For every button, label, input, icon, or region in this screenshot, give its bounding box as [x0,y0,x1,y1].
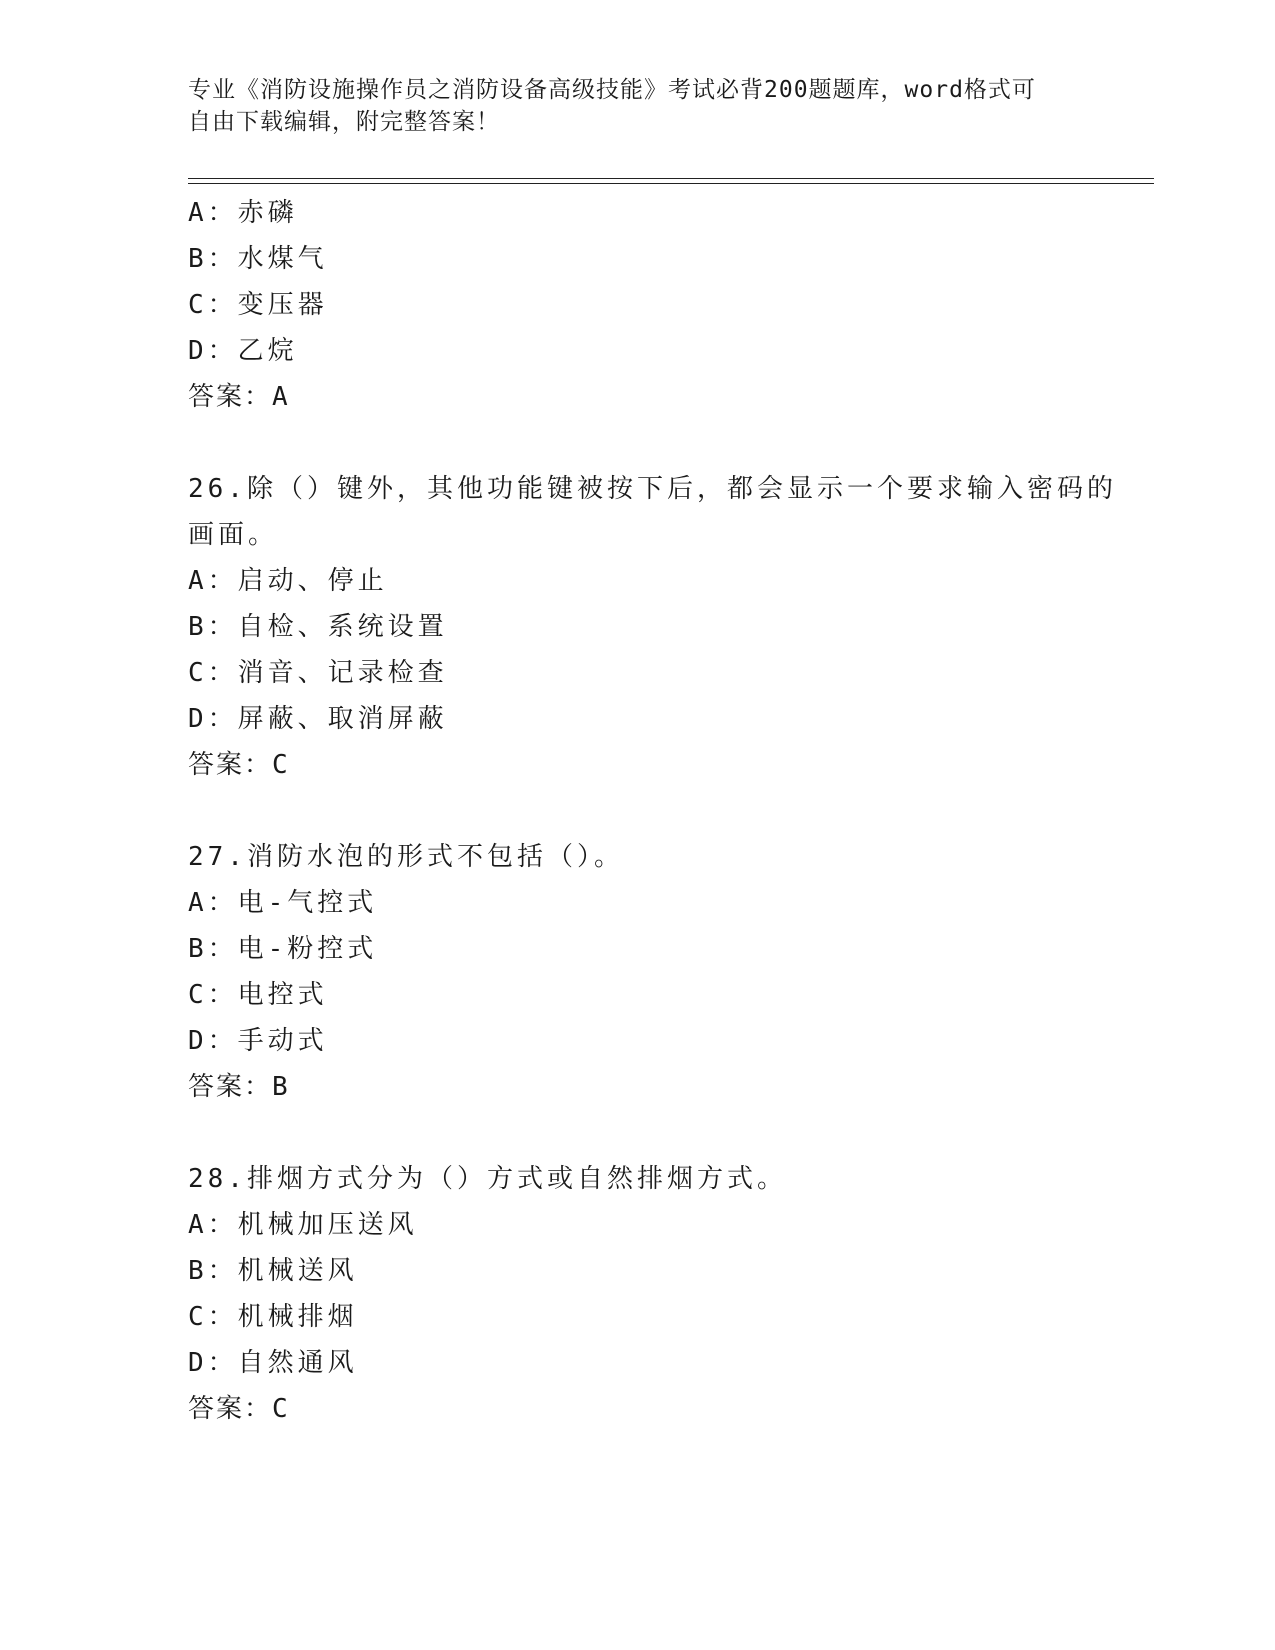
option-text: 屏蔽、取消屏蔽 [237,704,448,734]
option-b [188,604,1148,650]
option-text: 电控式 [237,980,328,1010]
option-d [188,328,1148,374]
option-letter: C： [188,658,238,688]
option-text: 电-气控式 [237,888,378,918]
option-c [188,1294,1148,1340]
question-stem: 27.消防水泡的形式不包括（）。 [188,842,624,872]
option-c [188,972,1148,1018]
question-block-25 [188,190,1148,420]
option-letter: C： [188,980,238,1010]
header-divider-top [188,178,1154,179]
option-letter: C： [188,1302,238,1332]
option-letter: D： [188,1026,238,1056]
option-d [188,1340,1148,1386]
option-b [188,236,1148,282]
answer-value: C [272,750,292,780]
answer-line [188,742,1148,788]
option-letter: A： [188,566,238,596]
option-letter: D： [188,1348,238,1378]
answer-label: 答案： [188,382,273,412]
option-letter: D： [188,336,238,366]
option-text: 手动式 [237,1026,328,1056]
option-text: 消音、记录检查 [237,658,448,688]
option-d [188,1018,1148,1064]
option-c [188,650,1148,696]
option-text: 机械排烟 [237,1302,358,1332]
option-text: 自检、系统设置 [237,612,448,642]
option-letter: D： [188,704,238,734]
answer-label: 答案： [188,750,273,780]
option-letter: A： [188,1210,238,1240]
header-divider-bottom [188,183,1154,184]
option-d [188,696,1148,742]
option-letter: B： [188,244,238,274]
answer-label: 答案： [188,1072,273,1102]
option-b [188,1248,1148,1294]
option-b [188,926,1148,972]
option-c [188,282,1148,328]
option-letter: C： [188,290,238,320]
option-a [188,880,1148,926]
option-text: 启动、停止 [237,566,388,596]
question-block-26 [188,466,1148,788]
question-spacer [188,788,1148,834]
question-list [188,190,1148,1432]
question-spacer [188,420,1148,466]
option-text: 电-粉控式 [237,934,378,964]
option-letter: A： [188,198,238,228]
document-header [188,74,1068,138]
header-line-2: 自由下载编辑，附完整答案！ [188,109,500,135]
answer-label: 答案： [188,1394,273,1424]
option-letter: B： [188,934,238,964]
question-stem-continued: 画面。 [188,520,279,550]
answer-line [188,374,1148,420]
answer-value: A [272,382,292,412]
question-block-27 [188,834,1148,1110]
option-text: 机械送风 [237,1256,358,1286]
answer-value: C [272,1394,292,1424]
question-stem: 28.排烟方式分为（）方式或自然排烟方式。 [188,1164,787,1194]
option-text: 自然通风 [237,1348,358,1378]
option-text: 机械加压送风 [237,1210,418,1240]
option-text: 赤磷 [237,198,298,228]
header-line-1: 专业《消防设施操作员之消防设备高级技能》考试必背200题题库，word格式可 [188,77,1036,103]
option-a [188,1202,1148,1248]
option-a [188,190,1148,236]
answer-value: B [272,1072,292,1102]
option-text: 乙烷 [237,336,298,366]
option-letter: B： [188,1256,238,1286]
option-letter: A： [188,888,238,918]
option-text: 变压器 [237,290,328,320]
option-letter: B： [188,612,238,642]
option-a [188,558,1148,604]
question-spacer [188,1110,1148,1156]
question-stem: 26.除（）键外，其他功能键被按下后，都会显示一个要求输入密码的 [188,474,1117,504]
answer-line [188,1386,1148,1432]
option-text: 水煤气 [237,244,328,274]
question-block-28 [188,1156,1148,1432]
answer-line [188,1064,1148,1110]
